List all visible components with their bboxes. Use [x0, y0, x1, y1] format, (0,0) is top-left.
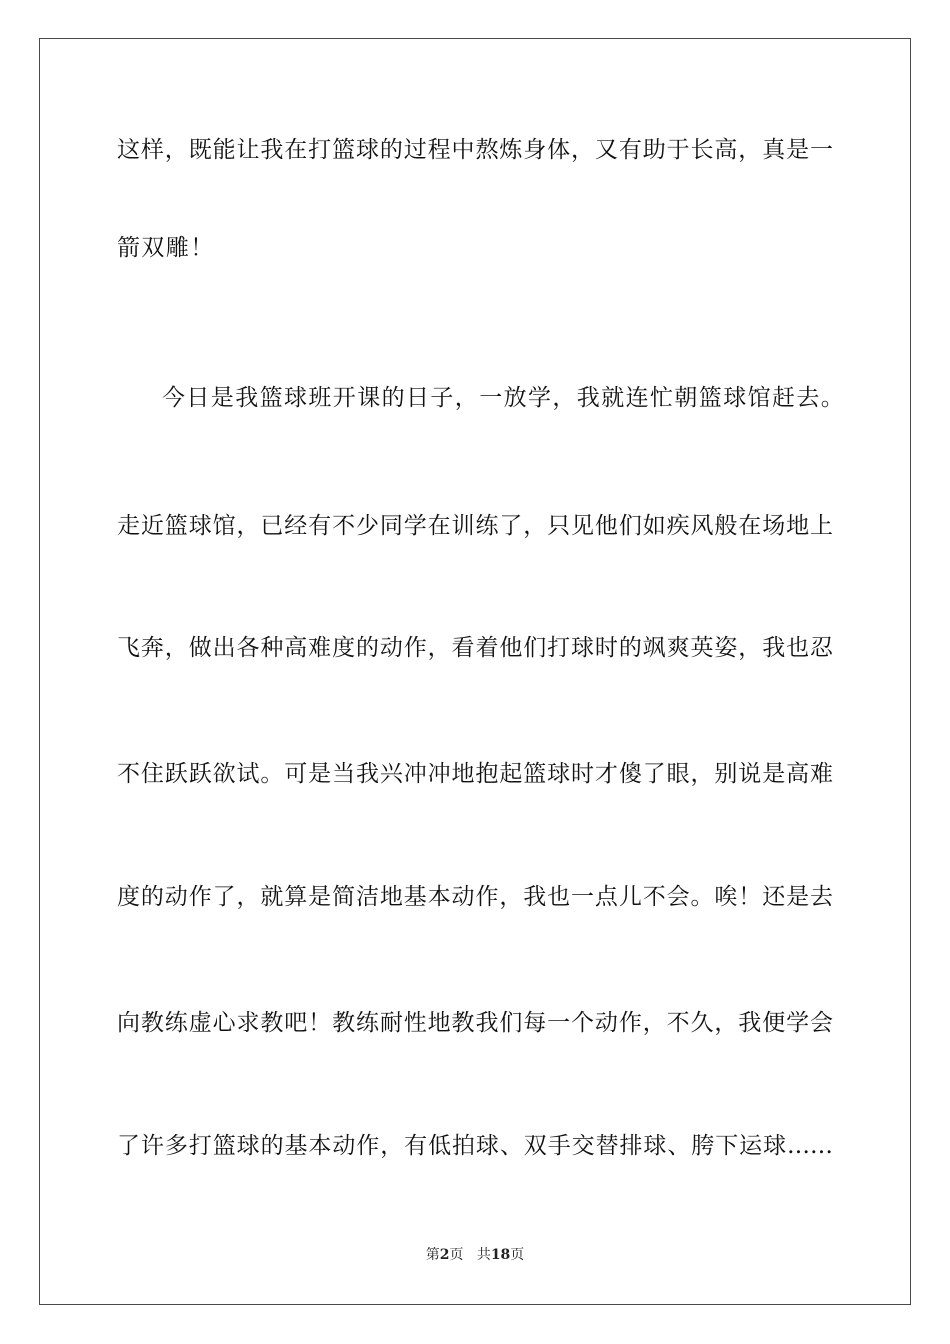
- body-text-line-4: 走近篮球馆，已经有不少同学在训练了，只见他们如疾风般在场地上: [117, 513, 833, 539]
- footer-page-suffix: 页: [449, 1247, 464, 1263]
- footer-total-pages: 18: [490, 1247, 511, 1263]
- body-text-line-6: 不住跃跃欲试。可是当我兴冲冲地抱起篮球时才傻了眼，别说是高难: [117, 761, 833, 787]
- page-footer: [0, 1246, 950, 1264]
- footer-page-number: 2: [439, 1247, 450, 1263]
- paragraph-start-line: 今日是我篮球班开课的日子，一放学，我就连忙朝篮球馆赶去。: [162, 385, 846, 411]
- footer-total-prefix: 共: [476, 1247, 491, 1263]
- body-text-line-8: 向教练虚心求教吧！教练耐性地教我们每一个动作，不久，我便学会: [117, 1010, 833, 1036]
- page-border: [39, 38, 911, 1305]
- body-text-line-5: 飞奔，做出各种高难度的动作，看着他们打球时的飒爽英姿，我也忍: [117, 635, 833, 661]
- body-text-line-2: 箭双雕！: [117, 235, 215, 261]
- body-text-line-9: 了许多打篮球的基本动作，有低拍球、双手交替排球、胯下运球……: [117, 1133, 833, 1159]
- footer-page-prefix: 第: [425, 1247, 440, 1263]
- footer-total-suffix: 页: [510, 1247, 525, 1263]
- body-text-line-7: 度的动作了，就算是简洁地基本动作，我也一点儿不会。唉！还是去: [117, 884, 833, 910]
- body-text-line-1: 这样，既能让我在打篮球的过程中熬炼身体，又有助于长高，真是一: [117, 137, 833, 163]
